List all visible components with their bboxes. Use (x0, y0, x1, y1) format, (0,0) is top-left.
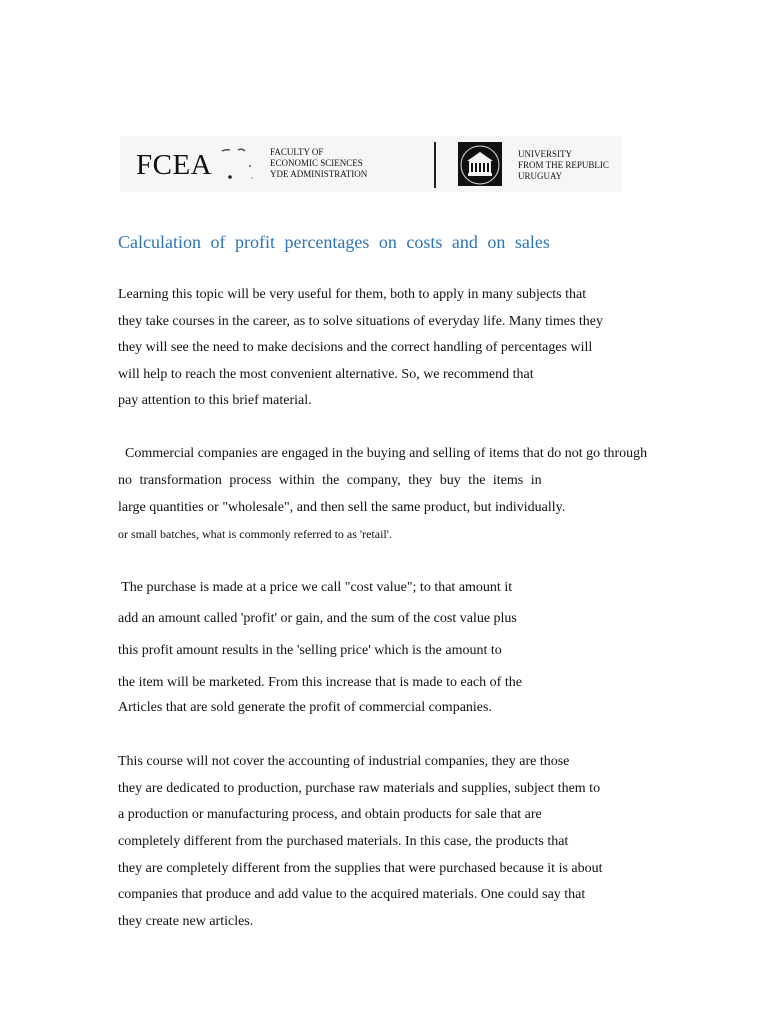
paragraph-line: The purchase is made at a price we call "cost value"; to that amount it (118, 580, 513, 595)
paragraph-line: they are dedicated to production, purchase raw materials and supplies, subject them to (118, 781, 601, 796)
paragraph-line: Articles that are sold generate the profit of commercial companies. (118, 700, 492, 715)
paragraph-line: they create new articles. (118, 914, 254, 929)
paragraph-line: they are completely different from the supplies that were purchased because it is about (118, 861, 603, 876)
paragraph-line: Commercial companies are engaged in the buying and selling of items that do not go through (118, 446, 648, 461)
paragraph-line: completely different from the purchased materials. In this case, the products that (118, 834, 569, 849)
document-title: Calculation of profit percentages on costs and on sales (118, 232, 550, 252)
paragraph-line: add an amount called 'profit' or gain, and the sum of the cost value plus (118, 611, 517, 626)
paragraph-line: no transformation process within the company, they buy the items in (118, 473, 542, 488)
faculty-name (270, 147, 367, 180)
university-line: URUGUAY (518, 171, 563, 181)
faculty-line: ECONOMIC SCIENCES (270, 158, 363, 168)
paragraph-line: the item will be marketed. From this increase that is made to each of the (118, 675, 522, 690)
paragraph-line: large quantities or "wholesale", and then sell the same product, but individually. (118, 500, 566, 515)
fcea-logo-text: FCEA (136, 149, 213, 181)
paragraph-line: will help to reach the most convenient alternative. So, we recommend that (118, 367, 534, 382)
faculty-line: YDE ADMINISTRATION (270, 169, 368, 179)
faculty-line: FACULTY OF (270, 147, 324, 157)
paragraph-line: This course will not cover the accounting of industrial companies, they are those (118, 754, 570, 769)
paragraph-line: companies that produce and add value to the acquired materials. One could say that (118, 887, 586, 902)
fcea-logo-mark-icon (216, 144, 256, 184)
university-seal-icon (457, 141, 503, 187)
university-line: FROM THE REPUBLIC (518, 160, 609, 170)
paragraph-line: pay attention to this brief material. (118, 393, 312, 408)
header-banner (120, 136, 622, 192)
paragraph-line: Learning this topic will be very useful for them, both to apply in many subjects that (118, 287, 587, 302)
paragraph-line: this profit amount results in the 'selling price' which is the amount to (118, 643, 502, 658)
header-divider (434, 142, 436, 188)
paragraph-line: they will see the need to make decisions and the correct handling of percentages will (118, 340, 593, 355)
paragraph-line: a production or manufacturing process, and obtain products for sale that are (118, 807, 542, 822)
university-name (518, 149, 609, 182)
paragraph-line: or small batches, what is commonly referred to as 'retail'. (118, 527, 392, 541)
paragraph-line: they take courses in the career, as to solve situations of everyday life. Many times they (118, 314, 604, 329)
university-line: UNIVERSITY (518, 149, 572, 159)
